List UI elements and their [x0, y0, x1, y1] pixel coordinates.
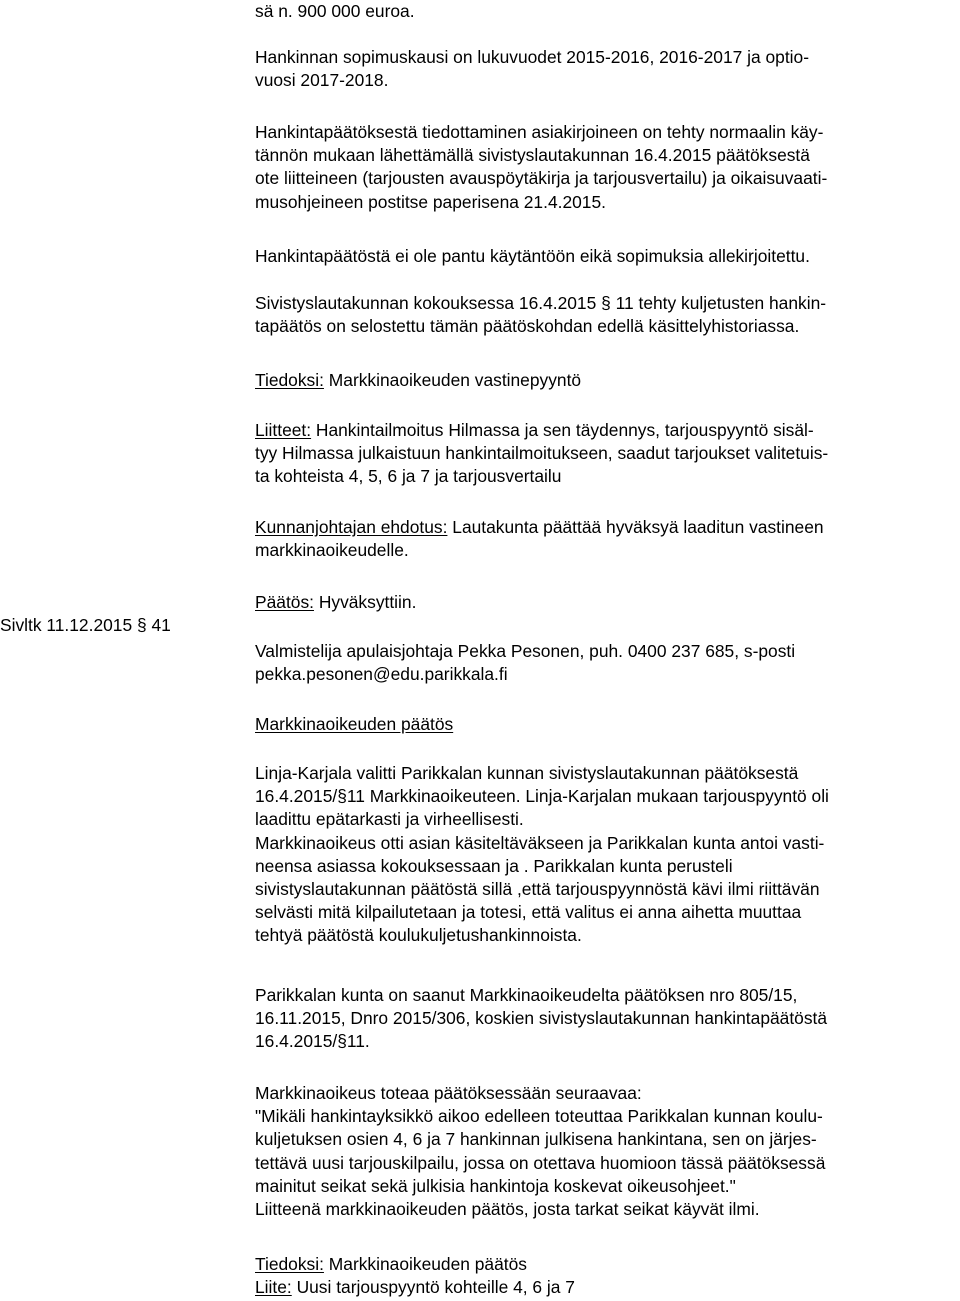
paragraph	[255, 419, 828, 489]
text-segment: mainitut seikat sekä julkisia hankintoja koskevat oikeusohjeet."	[255, 1175, 736, 1196]
paragraph	[255, 1082, 825, 1221]
text-segment: Hankintapäätöstä ei ole pantu käytäntöön eikä sopimuksia allekirjoitettu.	[255, 246, 810, 266]
text-line	[255, 516, 824, 539]
text-segment: Linja-Karjala valitti Parikkalan kunnan sivistyslautakunnan päätöksestä	[255, 763, 799, 783]
text-segment: Hyväksyttiin.	[313, 592, 417, 612]
text-line	[255, 1030, 827, 1053]
text-segment: neensa asiassa kokouksessaan ja . Parikkalan kunta perusteli	[255, 855, 733, 876]
text-segment: Uusi tarjouspyyntö kohteille 4, 6 ja 7	[291, 1277, 575, 1298]
text-line	[255, 1198, 825, 1221]
text-line	[255, 191, 827, 214]
text-line	[255, 785, 829, 808]
text-segment: Markkinaoikeus otti asian käsiteltäväkseen ja Parikkalan kunta antoi vasti-	[255, 832, 825, 853]
text-line	[255, 855, 829, 878]
text-line	[255, 46, 809, 69]
text-line	[255, 1007, 827, 1030]
text-segment: ote liitteineen (tarjousten avauspöytäkirja ja tarjousvertailu) ja oikaisuvaati-	[255, 168, 828, 189]
underlined-heading: Liite:	[255, 1277, 292, 1298]
paragraph	[255, 713, 453, 736]
text-line	[255, 762, 829, 785]
text-line	[255, 121, 827, 144]
text-segment: Sivistyslautakunnan kokouksessa 16.4.2015 § 11 tehty kuljetusten hankin-	[255, 293, 827, 313]
paragraph	[255, 292, 826, 338]
text-segment: Valmistelija apulaisjohtaja Pekka Pesonen, puh. 0400 237 685, s-posti	[255, 641, 796, 661]
paragraph	[255, 245, 810, 268]
text-segment: "Mikäli hankintayksikkö aikoo edelleen toteuttaa Parikkalan kunnan koulu-	[255, 1106, 823, 1127]
text-line	[255, 144, 827, 167]
paragraph	[255, 1253, 575, 1299]
text-line	[255, 245, 810, 268]
paragraph	[255, 0, 415, 23]
text-line	[255, 167, 827, 190]
text-line	[255, 640, 795, 663]
text-segment: markkinaoikeudelle.	[255, 540, 409, 561]
text-line	[255, 901, 829, 924]
underlined-heading: Kunnanjohtajan ehdotus:	[255, 517, 448, 537]
underlined-heading: Tiedoksi:	[255, 370, 324, 390]
text-segment: tännön mukaan lähettämällä sivistyslautakunnan 16.4.2015 päätöksestä	[255, 145, 810, 166]
text-line	[255, 369, 581, 392]
text-segment: Lautakunta päättää hyväksyä laaditun vastineen	[447, 517, 824, 537]
paragraph	[255, 121, 827, 214]
text-segment: musohjeineen postitse paperisena 21.4.2015.	[255, 191, 606, 212]
paragraph	[255, 516, 824, 562]
text-segment: sä n. 900 000 euroa.	[255, 1, 415, 21]
text-segment: Hankintailmoitus Hilmassa ja sen täydennys, tarjouspyyntö sisäl-	[311, 420, 814, 440]
text-segment: Liitteenä markkinaoikeuden päätös, josta tarkat seikat käyvät ilmi.	[255, 1198, 760, 1219]
text-segment: kuljetuksen osien 4, 6 ja 7 hankinnan julkisena hankintana, sen on järjes-	[255, 1129, 817, 1150]
text-line	[255, 713, 453, 736]
text-segment: vuosi 2017-2018.	[255, 70, 389, 91]
text-segment: pekka.pesonen@edu.parikkala.fi	[255, 664, 508, 685]
paragraph	[255, 984, 827, 1054]
text-line	[255, 1253, 575, 1276]
text-segment: ta kohteista 4, 5, 6 ja 7 ja tarjousvertailu	[255, 466, 562, 487]
text-line	[255, 591, 416, 614]
text-line	[255, 924, 829, 947]
paragraph	[255, 369, 581, 392]
text-segment: laadittu epätarkasti ja virheellisesti.	[255, 809, 524, 830]
text-line	[255, 808, 829, 831]
underlined-heading: Tiedoksi:	[255, 1254, 324, 1274]
text-segment: Markkinaoikeus toteaa päätöksessään seuraavaa:	[255, 1083, 642, 1103]
text-line	[255, 419, 828, 442]
text-line	[255, 292, 826, 315]
text-line	[255, 539, 824, 562]
text-line	[255, 663, 795, 686]
text-segment: 16.4.2015/§11 Markkinaoikeuteen. Linja-Karjalan mukaan tarjouspyyntö oli	[255, 786, 829, 807]
text-line	[255, 878, 829, 901]
text-segment: Markkinaoikeuden päätös	[323, 1254, 527, 1274]
text-segment: tyy Hilmassa julkaistuun hankintailmoitukseen, saadut tarjoukset valitetuis-	[255, 443, 829, 464]
text-segment: 16.11.2015, Dnro 2015/306, koskien sivistyslautakunnan hankintapäätöstä	[255, 1008, 828, 1029]
text-line	[255, 1276, 575, 1299]
text-segment: selvästi mitä kilpailutetaan ja totesi, että valitus ei anna aihetta muuttaa	[255, 902, 802, 923]
paragraph	[255, 762, 829, 948]
text-line	[255, 1128, 825, 1151]
underlined-heading: Markkinaoikeuden päätös	[255, 714, 454, 734]
text-line	[255, 984, 827, 1007]
underlined-heading: Liitteet:	[255, 420, 312, 440]
text-segment: sivistyslautakunnan päätöstä sillä ,että tarjouspyynnöstä kävi ilmi riittävän	[255, 878, 820, 899]
text-segment: tehtyä päätöstä koulukuljetushankinnoista.	[255, 925, 582, 946]
text-line	[255, 465, 828, 488]
text-segment: tettävä uusi tarjouskilpailu, jossa on otettava huomioon tässä päätöksessä	[255, 1152, 826, 1173]
text-segment: Markkinaoikeuden vastinepyyntö	[323, 370, 582, 390]
paragraph	[255, 46, 809, 92]
underlined-heading: Päätös:	[255, 592, 314, 612]
text-segment: Parikkalan kunta on saanut Markkinaoikeudelta päätöksen nro 805/15,	[255, 985, 798, 1005]
text-segment: tapäätös on selostettu tämän päätöskohdan edellä käsittelyhistoriassa.	[255, 316, 800, 337]
text-line	[255, 1175, 825, 1198]
text-segment: 16.4.2015/§11.	[255, 1031, 370, 1052]
text-line	[255, 1105, 825, 1128]
section-reference: Sivltk 11.12.2015 § 41	[0, 615, 171, 635]
text-line	[255, 1082, 825, 1105]
text-line	[255, 442, 828, 465]
text-line	[255, 1152, 825, 1175]
text-line	[255, 315, 826, 338]
text-segment: Hankinnan sopimuskausi on lukuvuodet 2015-2016, 2016-2017 ja optio-	[255, 47, 809, 67]
text-segment: Hankintapäätöksestä tiedottaminen asiakirjoineen on tehty normaalin käy-	[255, 122, 824, 142]
text-line	[255, 69, 809, 92]
paragraph	[255, 591, 416, 614]
text-line	[255, 832, 829, 855]
paragraph	[255, 640, 795, 686]
text-line	[255, 0, 415, 23]
